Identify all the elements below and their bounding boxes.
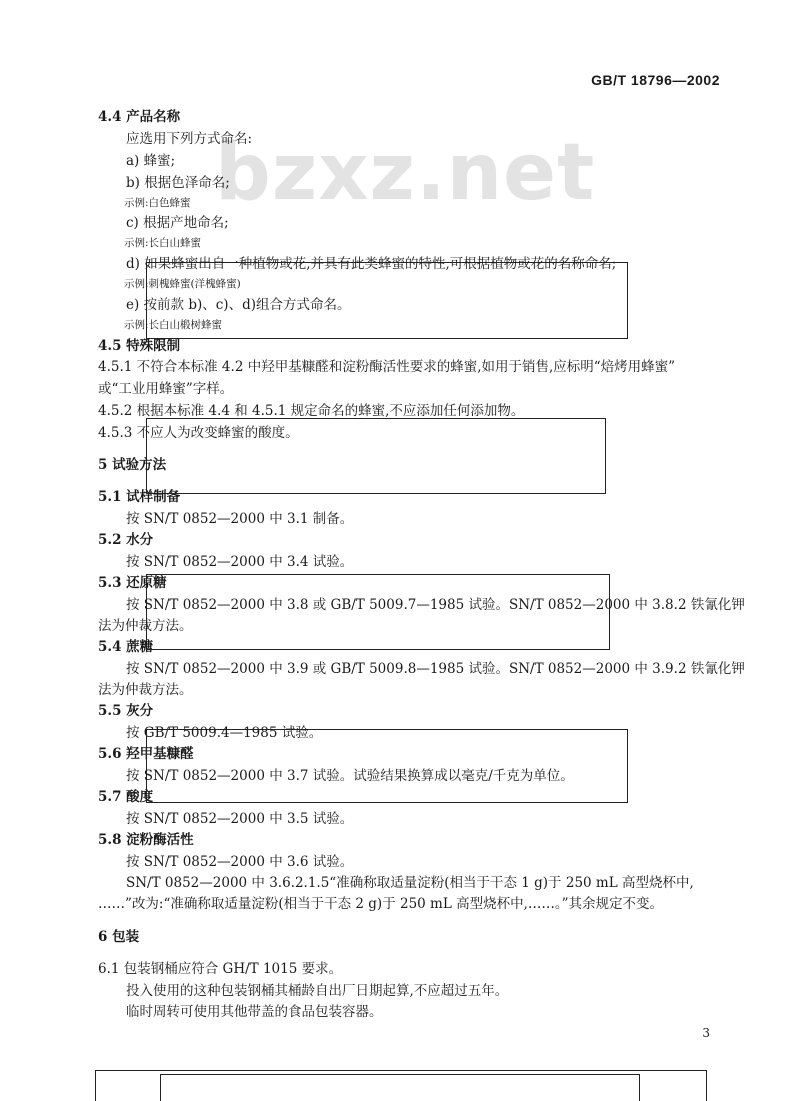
heading-6: 6 包装 xyxy=(98,929,140,945)
overlay-box xyxy=(146,262,628,339)
heading-5-8: 5.8 淀粉酶活性 xyxy=(98,832,194,848)
page-number: 3 xyxy=(702,1026,710,1040)
text-line: 法为仲裁方法。 xyxy=(98,682,193,698)
text-line: 4.5.2 根据本标准 4.4 和 4.5.1 规定命名的蜂蜜,不应添加任何添加物。 xyxy=(98,403,525,419)
heading-5-3: 5.3 还原糖 xyxy=(98,575,167,591)
text-line: 或“工业用蜂蜜”字样。 xyxy=(98,381,234,397)
text-line: 临时周转可使用其他带盖的食品包装容器。 xyxy=(126,1004,383,1020)
standard-code: GB/T 18796—2002 xyxy=(591,72,720,88)
heading-5-1: 5.1 试样制备 xyxy=(98,489,181,505)
example-line: 示例:白色蜂蜜 xyxy=(124,197,191,209)
watermark: bzxz.net xyxy=(215,128,596,218)
heading-5: 5 试验方法 xyxy=(98,457,167,473)
heading-4-4: 4.4 产品名称 xyxy=(98,109,181,125)
heading-5-4: 5.4 蔗糖 xyxy=(98,639,154,655)
example-line: 示例:长白山椴树蜂蜜 xyxy=(124,319,223,331)
text-line: e) 按前款 b)、c)、d)组合方式命名。 xyxy=(126,297,351,313)
heading-5-2: 5.2 水分 xyxy=(98,532,154,548)
text-line: 按 SN/T 0852—2000 中 3.7 试验。试验结果换算成以毫克/千克为单位。 xyxy=(126,768,574,784)
overlay-box xyxy=(146,574,610,650)
text-line: 4.5.3 不应人为改变蜂蜜的酸度。 xyxy=(98,425,299,441)
example-line: 示例:长白山蜂蜜 xyxy=(124,237,202,249)
text-line: 按 SN/T 0852—2000 中 3.9 或 GB/T 5009.8—1985 试验。SN/T 0852—2000 中 3.9.2 铁氰化钾 xyxy=(126,661,745,677)
text-line: 按 SN/T 0852—2000 中 3.8 或 GB/T 5009.7—1985 试验。SN/T 0852—2000 中 3.8.2 铁氰化钾 xyxy=(126,597,745,613)
overlay-box xyxy=(146,729,628,803)
text-line: 按 SN/T 0852—2000 中 3.5 试验。 xyxy=(126,811,354,827)
text-line: c) 根据产地命名; xyxy=(126,215,229,231)
text-line: 按 SN/T 0852—2000 中 3.1 制备。 xyxy=(126,511,354,527)
overlay-box xyxy=(146,418,606,494)
overlay-box xyxy=(160,1074,640,1101)
text-line: 6.1 包装钢桶应符合 GH/T 1015 要求。 xyxy=(98,961,343,977)
text-line: SN/T 0852—2000 中 3.6.2.1.5“准确称取适量淀粉(相当于干态 1 g)于 250 mL 高型烧杯中, xyxy=(126,875,694,891)
text-line: ……”改为:“准确称取适量淀粉(相当于干态 2 g)于 250 mL 高型烧杯中,……。”其余规定不变。 xyxy=(98,896,664,912)
heading-4-5: 4.5 特殊限制 xyxy=(98,338,181,354)
text-line: d) 如果蜂蜜出自一种植物或花,并具有此类蜂蜜的特性,可根据植物或花的名称命名; xyxy=(126,256,617,272)
text-line: 投入使用的这种包装钢桶其桶龄自出厂日期起算,不应超过五年。 xyxy=(126,983,509,999)
text-line: 按 SN/T 0852—2000 中 3.6 试验。 xyxy=(126,854,354,870)
heading-5-7: 5.7 酸度 xyxy=(98,789,154,805)
example-line: 示例:刺槐蜂蜜(洋槐蜂蜜) xyxy=(124,278,241,290)
text-line: 应选用下列方式命名: xyxy=(126,131,253,147)
text-line: a) 蜂蜜; xyxy=(126,153,176,169)
heading-5-5: 5.5 灰分 xyxy=(98,703,154,719)
text-line: 法为仲裁方法。 xyxy=(98,618,193,634)
text-line: b) 根据色泽命名; xyxy=(126,175,230,191)
heading-5-6: 5.6 羟甲基糠醛 xyxy=(98,746,194,762)
text-line: 4.5.1 不符合本标准 4.2 中羟甲基糠醛和淀粉酶活性要求的蜂蜜,如用于销售,应标明“焙烤用蜂蜜” xyxy=(98,359,676,375)
text-line: 按 SN/T 0852—2000 中 3.4 试验。 xyxy=(126,554,354,570)
text-line: 按 GB/T 5009.4—1985 试验。 xyxy=(126,725,323,741)
